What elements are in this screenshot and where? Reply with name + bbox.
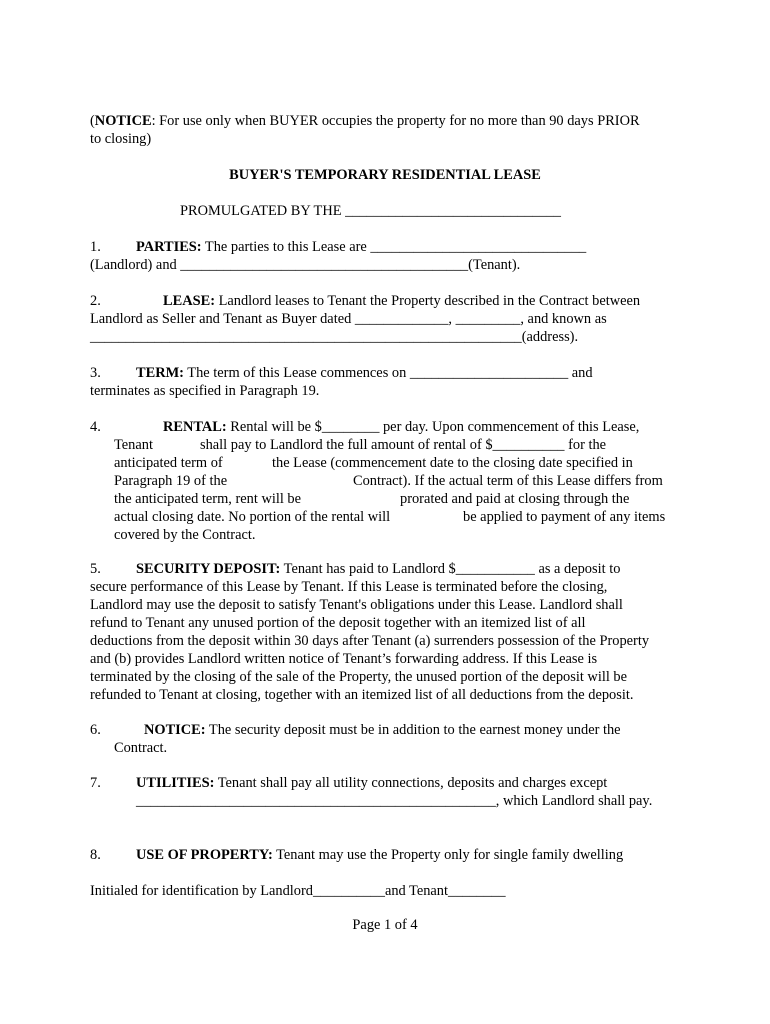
section-6-line-1 <box>144 721 621 739</box>
section-7-line-1 <box>136 774 607 792</box>
section-2-number: 2. <box>90 293 101 309</box>
section-7-heading: UTILITIES: <box>136 775 215 791</box>
section-6-heading: NOTICE: <box>144 722 206 738</box>
section-7-text: Tenant shall pay all utility connections, deposits and charges except <box>214 775 608 791</box>
section-5-line-7: terminated by the closing of the sale of the Property, the unused portion of the deposit will be <box>90 669 627 685</box>
section-2-heading: LEASE: <box>163 293 215 309</box>
section-8-line-1 <box>136 846 623 864</box>
section-5-line-8: refunded to Tenant at closing, together with an itemized list of all deductions from the deposit. <box>90 687 634 703</box>
section-4-line-2a: Tenant <box>114 437 153 453</box>
notice-heading: NOTICE <box>94 113 152 129</box>
section-7-number: 7. <box>90 775 101 791</box>
section-3-heading: TERM: <box>136 365 184 381</box>
section-5-line-6: and (b) provides Landlord written notice of Tenant’s forwarding address. If this Lease is <box>90 651 598 667</box>
section-8-heading: USE OF PROPERTY: <box>136 847 273 863</box>
notice-paren: ( <box>90 113 95 129</box>
section-2-line-1 <box>163 292 640 310</box>
section-3-line-1 <box>136 364 593 382</box>
initials-line: Initialed for identification by Landlord__________and Tenant________ <box>90 883 506 899</box>
section-7-line-2: __________________________________________________, which Landlord shall pay. <box>136 793 653 809</box>
promulgated-line: PROMULGATED BY THE ______________________________ <box>180 203 561 219</box>
notice-line-1 <box>90 112 640 130</box>
section-1-line-2: (Landlord) and ________________________________________(Tenant). <box>90 257 521 273</box>
section-1-heading: PARTIES: <box>136 239 202 255</box>
section-4-line-5b: prorated and paid at closing through the <box>400 491 630 507</box>
section-1-number: 1. <box>90 239 101 255</box>
section-4-line-5a: the anticipated term, rent will be <box>114 491 302 507</box>
section-8-number: 8. <box>90 847 101 863</box>
section-5-heading: SECURITY DEPOSIT: <box>136 561 281 577</box>
section-2-text: Landlord leases to Tenant the Property described in the Contract between <box>214 293 641 309</box>
section-4-line-4b: Contract). If the actual term of this Lease differs from <box>353 473 663 489</box>
section-4-number: 4. <box>90 419 101 435</box>
notice-line-2: to closing) <box>90 131 152 147</box>
section-4-heading: RENTAL: <box>163 419 227 435</box>
section-5-line-5: deductions from the deposit within 30 days after Tenant (a) surrenders possession of the Property <box>90 633 650 649</box>
section-4-line-2b: shall pay to Landlord the full amount of rental of $__________ for the <box>200 437 607 453</box>
section-1-line-1 <box>136 238 586 256</box>
section-3-text: The term of this Lease commences on ______________________ and <box>183 365 593 381</box>
section-4-text: Rental will be $________ per day. Upon commencement of this Lease, <box>226 419 640 435</box>
section-5-number: 5. <box>90 561 101 577</box>
section-6-number: 6. <box>90 722 101 738</box>
section-4-line-6a: actual closing date. No portion of the rental will <box>114 509 391 525</box>
section-6-line-2: Contract. <box>114 740 168 756</box>
page-number: Page 1 of 4 <box>352 917 418 933</box>
section-5-line-1 <box>136 560 620 578</box>
section-5-line-2: secure performance of this Lease by Tenant. If this Lease is terminated before the closing, <box>90 579 608 595</box>
section-2-line-3: ____________________________________________________________(address). <box>90 329 579 345</box>
section-4-line-4a: Paragraph 19 of the <box>114 473 228 489</box>
document-title: BUYER'S TEMPORARY RESIDENTIAL LEASE <box>229 167 541 183</box>
section-4-line-3a: anticipated term of <box>114 455 223 471</box>
notice-text: : For use only when BUYER occupies the property for no more than 90 days PRIOR <box>151 113 640 129</box>
section-3-number: 3. <box>90 365 101 381</box>
section-4-line-1 <box>163 418 639 436</box>
section-5-text: Tenant has paid to Landlord $___________ as a deposit to <box>280 561 621 577</box>
section-2-line-2: Landlord as Seller and Tenant as Buyer dated _____________, _________, and known as <box>90 311 607 327</box>
section-4-line-3b: the Lease (commencement date to the closing date specified in <box>272 455 633 471</box>
section-4-line-7: covered by the Contract. <box>114 527 256 543</box>
section-3-line-2: terminates as specified in Paragraph 19. <box>90 383 320 399</box>
section-4-line-6b: be applied to payment of any items <box>463 509 666 525</box>
section-8-text: Tenant may use the Property only for single family dwelling <box>272 847 624 863</box>
section-1-text: The parties to this Lease are ______________________________ <box>201 239 587 255</box>
section-5-line-3: Landlord may use the deposit to satisfy Tenant's obligations under this Lease. Landlord shall <box>90 597 623 613</box>
section-5-line-4: refund to Tenant any unused portion of the deposit together with an itemized list of all <box>90 615 586 631</box>
section-6-text: The security deposit must be in addition to the earnest money under the <box>205 722 621 738</box>
